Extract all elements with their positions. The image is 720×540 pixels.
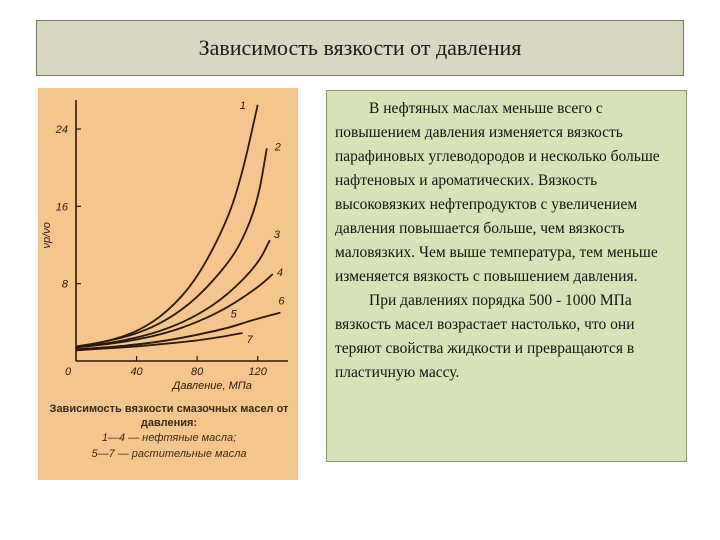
series-label-2: 2 — [274, 141, 281, 154]
series-label-5: 5 — [230, 308, 237, 321]
title-box — [36, 20, 684, 76]
series-label-1: 1 — [239, 99, 246, 112]
paragraph-1: В нефтяных маслах меньше всего с повышением давления изменяется вязкость парафиновых углеводородов и несколько больше нафтеновых и ароматических. Вязкость высоковязких нефтепродуктов с увеличением давления повышается больше, чем вязкость маловязких. Чем выше температура, тем меньше изменяется вязкость с повышением давления. — [335, 100, 660, 285]
y-axis-label: νp/νo — [41, 222, 53, 249]
paragraph-2: При давлениях порядка 500 - 1000 МПа вязкость масел возрастает настолько, что они теряют свойства жидкости и превращаются в пластичную массу. — [335, 292, 635, 381]
slide-title: Зависимость вязкости от давления — [198, 35, 522, 60]
x-tick-label: 80 — [191, 366, 204, 378]
x-tick-label: 40 — [130, 366, 143, 378]
y-tick-label: 16 — [55, 201, 68, 214]
y-tick-label: 8 — [61, 278, 68, 291]
caption-line-vegetable: 5—7 — растительные масла — [91, 448, 247, 460]
series-label-7: 7 — [246, 333, 253, 346]
description-box — [326, 90, 687, 462]
series-label-3: 3 — [273, 229, 280, 242]
series-label-4: 4 — [276, 267, 283, 279]
caption-title: Зависимость вязкости смазочных масел от давления: — [49, 403, 289, 429]
x-tick-label: 120 — [248, 366, 267, 378]
chart-figure — [38, 88, 298, 480]
series-label-6: 6 — [278, 295, 285, 308]
y-tick-label: 24 — [55, 124, 68, 136]
x-tick-label: 0 — [64, 366, 72, 378]
x-axis-label: Давление, МПа — [172, 380, 252, 392]
series-line-4 — [76, 274, 273, 347]
caption-line-mineral: 1—4 — нефтяные масла; — [101, 432, 237, 444]
figure-caption — [44, 402, 294, 462]
series-line-2 — [76, 148, 267, 346]
